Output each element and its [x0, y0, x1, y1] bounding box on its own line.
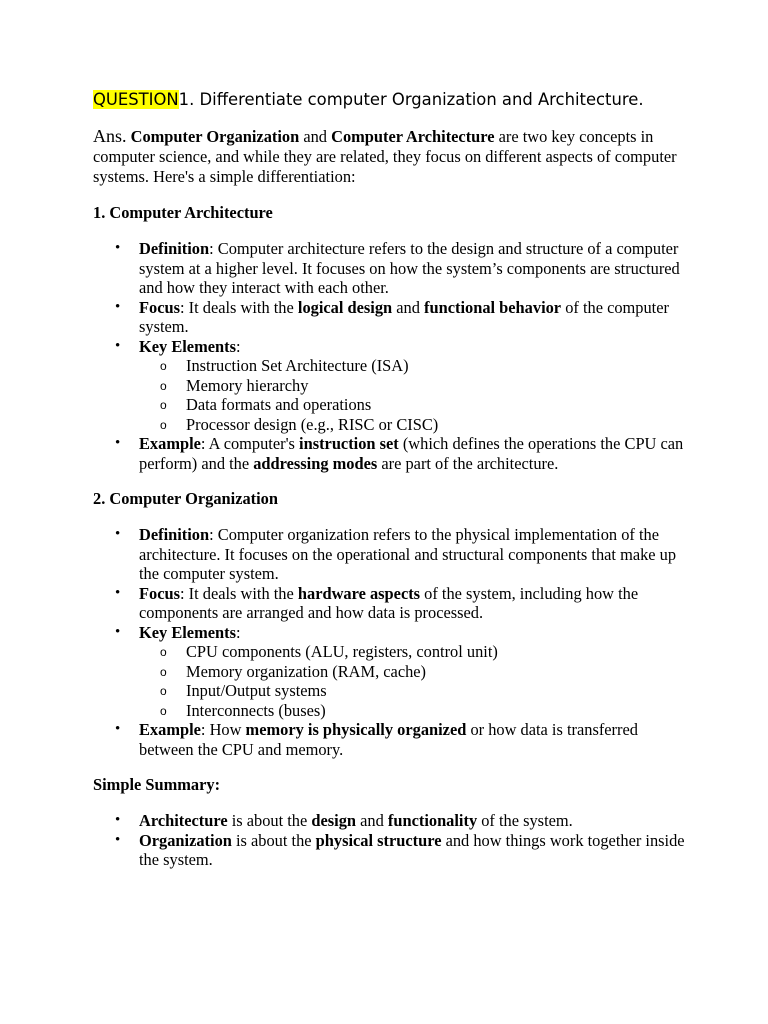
summary-text: of the system. — [477, 811, 573, 830]
focus-text: : It deals with the — [179, 583, 298, 603]
architecture-definition — [93, 239, 693, 298]
list-item: o Data formats and operations — [139, 395, 693, 415]
summary-bold: functionality — [387, 811, 478, 830]
question-text: 1. Differentiate computer Organization and Architecture. — [178, 90, 644, 109]
organization-key-elements-list — [139, 642, 693, 720]
architecture-key-elements — [93, 337, 693, 435]
example-text: are part of the architecture. — [377, 453, 559, 473]
answer-lead: Ans. — [93, 126, 127, 146]
list-item: o Input/Output systems — [139, 681, 693, 701]
list-item: o Interconnects (buses) — [139, 701, 693, 721]
list-item: o Memory organization (RAM, cache) — [139, 662, 693, 682]
focus-text: and — [392, 297, 425, 317]
summary-bold: Architecture — [139, 811, 228, 830]
answer-term-architecture: Computer Architecture — [331, 127, 495, 146]
example-text: : How — [200, 720, 246, 739]
example-text: (which defines the operations the CPU can perform) and the — [139, 434, 684, 473]
organization-definition — [93, 525, 693, 584]
summary-bold: Organization — [139, 830, 232, 850]
summary-heading: Simple Summary: — [93, 775, 221, 794]
summary-text: is about the — [227, 811, 312, 830]
summary-text: and — [356, 811, 388, 830]
definition-text: : Computer organization refers to the physical implementation of the architecture. It focuses on the operational and structural components that make up the computer system. — [139, 525, 677, 583]
example-text: : A computer's — [200, 434, 300, 453]
example-label: Example — [139, 720, 201, 739]
organization-list — [93, 525, 693, 759]
list-item: o Instruction Set Architecture (ISA) — [139, 356, 693, 376]
focus-bold: functional behavior — [424, 297, 562, 317]
answer-term-organization: Computer Organization — [130, 127, 300, 146]
document-body — [93, 88, 693, 870]
organization-example — [93, 720, 693, 759]
example-text: or how data is transferred between the CPU and memory. — [139, 720, 638, 759]
summary-bold: physical structure — [315, 830, 442, 850]
summary-architecture — [93, 811, 693, 831]
architecture-focus — [93, 298, 693, 337]
list-item: o Memory hierarchy — [139, 376, 693, 396]
architecture-example — [93, 434, 693, 473]
organization-focus — [93, 584, 693, 623]
answer-intro — [93, 126, 693, 187]
example-bold: memory is physically organized — [245, 720, 467, 739]
answer-rest: are two key concepts in computer science, and while they are related, they focus on different aspects of computer systems. Here's a simple differentiation: — [93, 127, 677, 186]
key-elements-label: Key Elements — [139, 622, 236, 642]
list-item: o Processor design (e.g., RISC or CISC) — [139, 415, 693, 435]
architecture-key-elements-list — [139, 356, 693, 434]
organization-heading: 2. Computer Organization — [93, 489, 278, 508]
summary-organization — [93, 831, 693, 870]
summary-text: and how things work together inside the system. — [139, 830, 685, 869]
example-label: Example — [139, 434, 201, 453]
key-elements-colon: : — [235, 622, 241, 642]
key-elements-colon: : — [235, 336, 241, 356]
focus-text: : It deals with the — [179, 297, 298, 317]
summary-list — [93, 811, 693, 870]
focus-label: Focus — [139, 297, 180, 317]
key-elements-label: Key Elements — [139, 336, 236, 356]
definition-text: : Computer architecture refers to the design and structure of a computer system at a higher level. It focuses on how the system’s components are structured and how they interact with each other. — [139, 239, 680, 297]
focus-text: of the computer system. — [139, 297, 669, 336]
definition-label: Definition — [139, 239, 210, 258]
focus-text: of the system, including how the components are arranged and how data is processed. — [139, 583, 639, 622]
list-item: o CPU components (ALU, registers, control unit) — [139, 642, 693, 662]
focus-label: Focus — [139, 583, 180, 603]
architecture-heading: 1. Computer Architecture — [93, 203, 273, 222]
architecture-list — [93, 239, 693, 473]
summary-bold: design — [311, 811, 357, 830]
question-highlight: QUESTION — [93, 90, 179, 109]
answer-and: and — [299, 127, 332, 146]
organization-key-elements — [93, 623, 693, 721]
example-bold: instruction set — [299, 434, 399, 453]
example-bold: addressing modes — [253, 453, 378, 473]
summary-text: is about the — [231, 830, 316, 850]
focus-bold: logical design — [297, 297, 393, 317]
question-title — [93, 88, 693, 112]
focus-bold: hardware aspects — [297, 583, 421, 603]
definition-label: Definition — [139, 525, 210, 544]
